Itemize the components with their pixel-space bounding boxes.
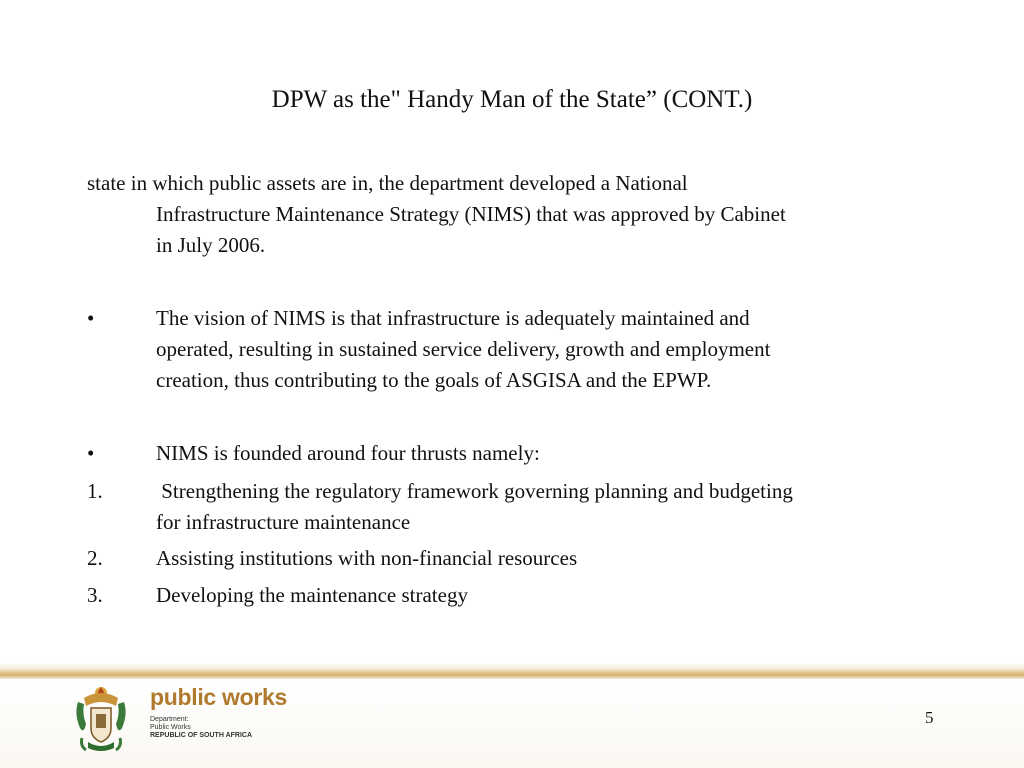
brand-department-name: Public Works bbox=[150, 724, 191, 731]
bullet-item bbox=[87, 438, 947, 469]
numbered-item bbox=[87, 543, 947, 574]
bullet-marker: • bbox=[87, 441, 95, 465]
brand-country: REPUBLIC OF SOUTH AFRICA bbox=[150, 732, 253, 739]
brand-name: public works bbox=[150, 684, 287, 710]
numbered-line: Assisting institutions with non-financial resources bbox=[156, 546, 578, 570]
numbered-item bbox=[87, 476, 947, 538]
coat-of-arms-icon bbox=[70, 684, 132, 756]
numbered-line: Strengthening the regulatory framework governing planning and budgeting bbox=[156, 479, 793, 503]
number-marker: 1. bbox=[87, 479, 103, 503]
bullet-line: operated, resulting in sustained service delivery, growth and employment bbox=[156, 337, 771, 361]
number-marker: 2. bbox=[87, 546, 103, 570]
bullet-item bbox=[87, 303, 947, 396]
public-works-logo bbox=[150, 684, 310, 754]
bullet-line: NIMS is founded around four thrusts namely: bbox=[156, 441, 540, 465]
numbered-item bbox=[87, 580, 947, 611]
bullet-line: creation, thus contributing to the goals of ASGISA and the EPWP. bbox=[156, 368, 712, 392]
page-number: 5 bbox=[925, 708, 934, 727]
number-marker: 3. bbox=[87, 583, 103, 607]
intro-paragraph bbox=[87, 168, 947, 261]
footer-divider bbox=[0, 663, 1024, 679]
slide-title: DPW as the" Handy Man of the State” (CONT.) bbox=[271, 86, 753, 113]
brand-department: Department: bbox=[150, 716, 189, 723]
numbered-line: for infrastructure maintenance bbox=[156, 510, 411, 534]
intro-line-1: state in which public assets are in, the department developed a National bbox=[87, 171, 688, 195]
bullet-marker: • bbox=[87, 306, 95, 330]
intro-line-2: Infrastructure Maintenance Strategy (NIMS) that was approved by Cabinet bbox=[156, 202, 786, 226]
intro-line-3: in July 2006. bbox=[156, 233, 266, 257]
numbered-line: Developing the maintenance strategy bbox=[156, 583, 468, 607]
bullet-line: The vision of NIMS is that infrastructure is adequately maintained and bbox=[156, 306, 750, 330]
